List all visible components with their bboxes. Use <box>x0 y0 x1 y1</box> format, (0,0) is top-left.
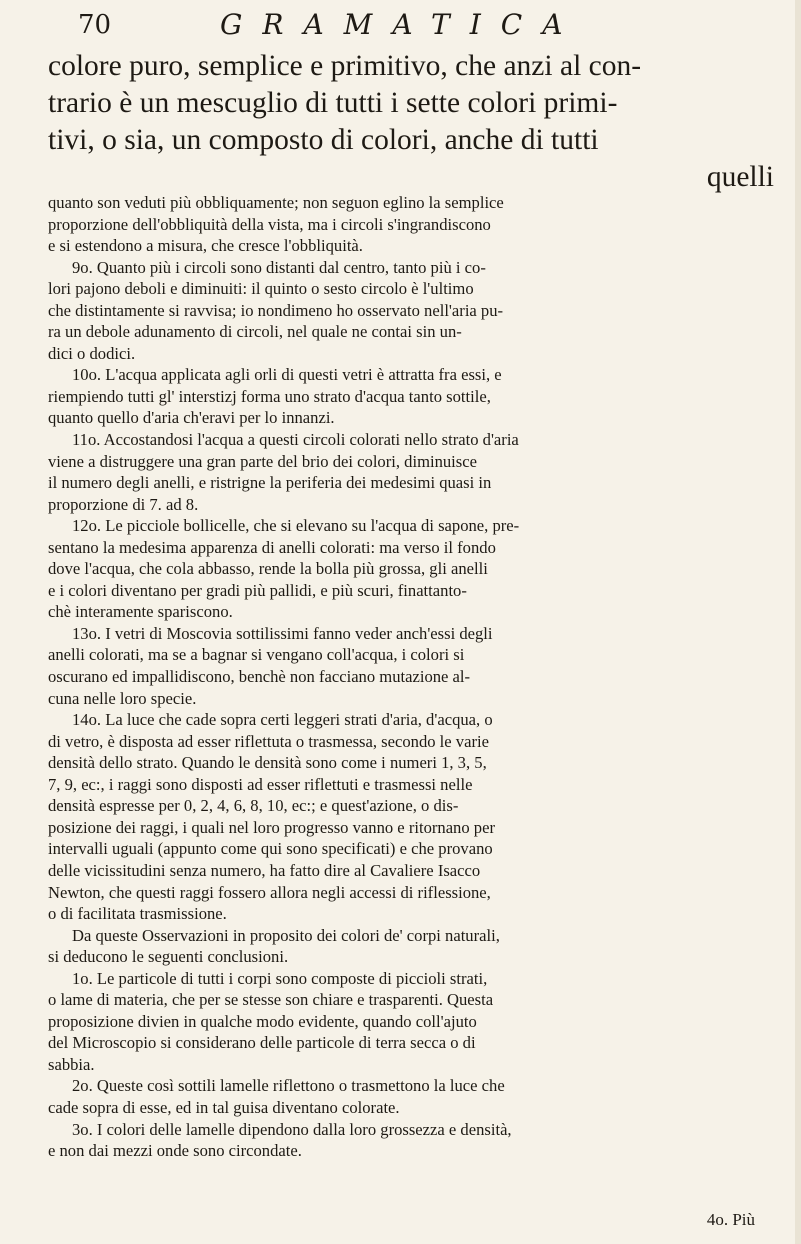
text-line: posizione dei raggi, i quali nel loro progresso vanno e ritornano per <box>48 817 495 837</box>
text-line: e si estendono a misura, che cresce l'obbliquità. <box>48 236 363 256</box>
text-line: Da queste Osservazioni in proposito dei colori de' corpi naturali, <box>72 925 500 945</box>
text-line: riempiendo tutti gl' interstizj forma uno strato d'acqua tanto sottile, <box>48 386 491 406</box>
text-line: si deducono le seguenti conclusioni. <box>48 947 289 967</box>
lead-paragraph <box>48 48 774 196</box>
page-number: 70 <box>78 10 112 40</box>
text-line: anelli colorati, ma se a bagnar si vengano coll'acqua, i colori si <box>48 645 465 665</box>
text-line: lori pajono deboli e diminuiti: il quinto o sesto circolo è l'ultimo <box>48 279 474 299</box>
lead-line: trario è un mescuglio di tutti i sette colori primi- <box>48 87 618 119</box>
text-line: o di facilitata trasmissione. <box>48 904 227 924</box>
page-edge <box>795 0 801 1244</box>
text-line: del Microscopio si considerano delle particole di terra secca o di <box>48 1033 476 1053</box>
text-line: quanto son veduti più obbliquamente; non seguon eglino la semplice <box>48 193 504 212</box>
lead-line: quelli <box>706 161 774 193</box>
lead-line: colore puro, semplice e primitivo, che anzi al con- <box>48 50 642 82</box>
text-line: di vetro, è disposta ad esser riflettuta o trasmessa, secondo le varie <box>48 731 489 751</box>
text-line: cade sopra di esse, ed in tal guisa diventano colorate. <box>48 1097 400 1117</box>
text-line: 14o. La luce che cade sopra certi leggeri strati d'aria, d'acqua, o <box>72 710 493 730</box>
running-title: GRAMATICA <box>220 8 583 41</box>
text-line: 11o. Accostandosi l'acqua a questi circoli colorati nello strato d'aria <box>72 430 519 450</box>
text-line: chè interamente sparisconο. <box>48 602 233 622</box>
text-line: cuna nelle loro specie. <box>48 688 197 708</box>
text-line: 9o. Quanto più i circoli sono distanti dal centro, tanto più i co- <box>72 257 486 277</box>
text-line: proporzione di 7. ad 8. <box>48 494 199 514</box>
text-line: 10o. L'acqua applicata agli orli di questi vetri è attratta fra essi, e <box>72 365 502 385</box>
text-line: 12o. Le picciole bollicelle, che si elevano su l'acqua di sapone, pre- <box>72 516 520 536</box>
text-line: quanto quello d'aria ch'eravi per lo innanzi. <box>48 408 335 428</box>
text-line: 2o. Queste così sottili lamelle riflettono o trasmettono la luce che <box>72 1076 505 1096</box>
text-line: Newton, che questi raggi fossero allora negli accessi di riflessione, <box>48 882 491 902</box>
text-line: proporzione dell'obbliquità della vista, ma i circoli s'ingrandiscono <box>48 214 491 234</box>
text-line: densità dello strato. Quando le densità sono come i numeri 1, 3, 5, <box>48 753 487 773</box>
text-line: ra un debole adunamento di circoli, nel quale ne contai sin un- <box>48 322 462 342</box>
text-line: e i colori diventano per gradi più pallidi, e più scuri, finattanto- <box>48 580 467 600</box>
text-line: delle vicissitudini senza numero, ha fatto dire al Cavaliere Isacco <box>48 860 481 880</box>
text-line: 13o. I vetri di Moscovia sottilissimi fanno veder anch'essi degli <box>72 623 493 643</box>
text-line: oscurano ed impallidiscono, benchè non facciano mutazione al- <box>48 667 471 687</box>
text-line: sentano la medesima apparenza di anelli colorati: ma verso il fondo <box>48 537 496 557</box>
text-line: 7, 9, ec:, i raggi sono disposti ad esser riflettuti e trasmessi nelle <box>48 774 473 794</box>
text-line: che distintamente si ravvisa; io nondimeno ho osservato nell'aria pu- <box>48 300 504 320</box>
catchword: 4o. Più <box>706 1210 755 1229</box>
text-line: densità espresse per 0, 2, 4, 6, 8, 10, ec:; e quest'azione, o dis- <box>48 796 459 816</box>
text-line: dici o dodici. <box>48 343 136 363</box>
text-line: o lame di materia, che per se stesse son chiare e trasparenti. Questa <box>48 990 494 1010</box>
text-line: 1o. Le particole di tutti i corpi sono composte di piccioli strati, <box>72 968 488 988</box>
text-line: dove l'acqua, che cola abbasso, rende la bolla più grossa, gli anelli <box>48 559 488 579</box>
lead-line: tivi, o sia, un composto di colori, anche di tutti <box>48 124 599 156</box>
text-line: intervalli uguali (appunto come qui sono specificati) e che provano <box>48 839 493 859</box>
text-line: il numero degli anelli, e ristrigne la periferia dei medesimi quasi in <box>48 473 492 493</box>
running-header <box>0 6 801 44</box>
text-line: e non dai mezzi onde sono circondate. <box>48 1141 302 1161</box>
body-text <box>48 192 776 1162</box>
text-line: sabbia. <box>48 1054 95 1074</box>
text-line: 3o. I colori delle lamelle dipendono dalla loro grossezza e densità, <box>72 1119 512 1139</box>
text-line: proposizione divien in qualche modo evidente, quando coll'ajuto <box>48 1011 477 1031</box>
text-line: viene a distruggere una gran parte del brio dei colori, diminuisce <box>48 451 477 471</box>
